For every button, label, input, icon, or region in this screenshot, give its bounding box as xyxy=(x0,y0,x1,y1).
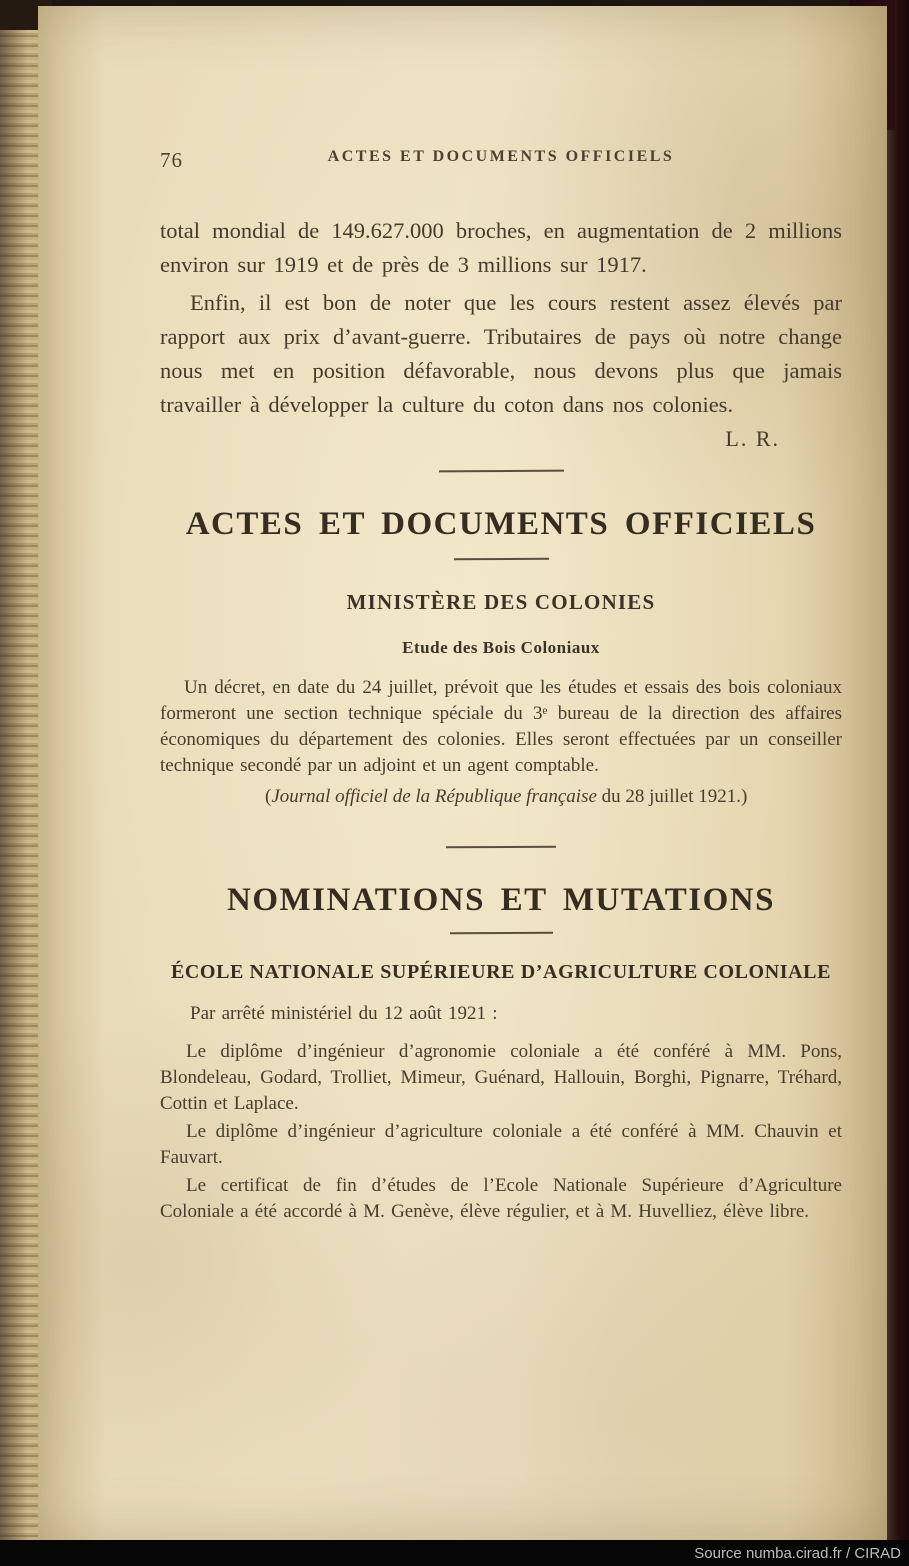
source-attribution-text: Source numba.cirad.fr / CIRAD xyxy=(694,1544,901,1562)
article-signature: L. R. xyxy=(725,426,780,451)
cotton-article-continuation: total mondial de 149.627.000 broches, en augmentation de 2 millions environ sur 1919 et de près de 3 millions sur 1917. xyxy=(160,218,842,277)
ministry-heading: MINISTÈRE DES COLONIES xyxy=(346,590,656,614)
text-column xyxy=(160,6,842,1225)
source-attribution-bar xyxy=(0,1540,909,1566)
paper-page xyxy=(38,6,887,1540)
study-subheading: Etude des Bois Coloniaux xyxy=(402,638,600,657)
nomination-paragraph-agronomie: Le diplôme d’ingénieur d’agronomie coloniale a été conféré à MM. Pons, Blondeleau, Godard, Trolliet, Mimeur, Guénard, Hallouin, Borghi, Pignarre, Tréhard, Cottin et Laplace. xyxy=(160,1040,842,1114)
decree-paragraph: Un décret, en date du 24 juillet, prévoit que les études et essais des bois coloniaux formeront une section technique spéciale du 3ᵉ bureau de la direction des affaires économiques du département des colonies. Elles seront effectuées par un conseiller technique secondé par un adjoint et un agent comptable. xyxy=(160,677,842,776)
citation-open-paren: ( xyxy=(265,786,272,807)
nomination-paragraph-agriculture: Le diplôme d’ingénieur d’agriculture coloniale a été conféré à MM. Chauvin et Fauvart. xyxy=(160,1120,842,1168)
nomination-paragraph-certificat: Le certificat de fin d’études de l’Ecole Nationale Supérieure d’Agriculture Coloniale a été accordé à M. Genève, élève régulier, et à M. Huvelliez, élève libre. xyxy=(160,1174,842,1222)
book-page-edges xyxy=(0,30,40,1540)
page-header xyxy=(160,148,842,176)
school-heading: ÉCOLE NATIONALE SUPÉRIEURE D’AGRICULTURE COLONIALE xyxy=(170,961,832,983)
section-divider xyxy=(446,846,556,849)
book-cover-edge xyxy=(885,0,909,1540)
arrete-line: Par arrêté ministériel du 12 août 1921 : xyxy=(190,1002,498,1024)
cotton-article-paragraph: Enfin, il est bon de noter que les cours restent assez élevés par rapport aux prix d’avant-guerre. Tributaires de pays où notre change nous met en position défavorable, nous devons plus que jamais travailler à développer la culture du coton dans nos colonies. xyxy=(160,290,842,417)
heading-divider xyxy=(449,932,552,935)
heading-divider xyxy=(453,558,548,560)
journal-citation xyxy=(265,786,842,808)
running-header: ACTES ET DOCUMENTS OFFICIELS xyxy=(327,148,675,165)
nominations-section-heading: NOMINATIONS ET MUTATIONS xyxy=(227,882,775,918)
actes-section-heading: ACTES ET DOCUMENTS OFFICIELS xyxy=(185,506,817,542)
section-divider xyxy=(438,470,563,473)
page-number: 76 xyxy=(160,148,183,172)
citation-journal-title: Journal officiel de la République française xyxy=(271,786,597,807)
citation-date: du 28 juillet 1921.) xyxy=(596,786,748,807)
